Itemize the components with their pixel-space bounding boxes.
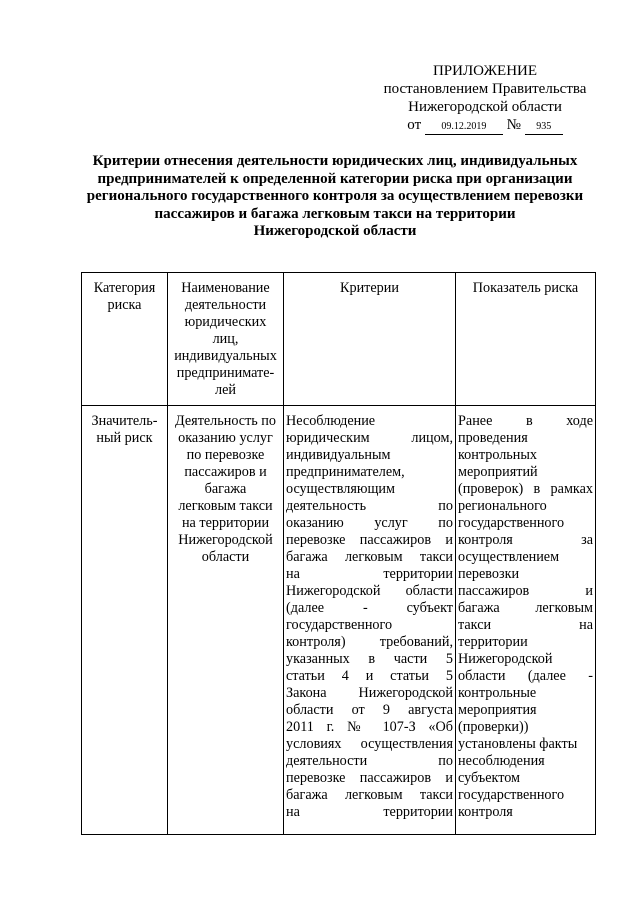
cell-text: контроля) требований,: [286, 634, 453, 650]
cell-text: на территории: [286, 566, 453, 582]
header-risk-indicator: [456, 273, 596, 406]
cell-text: Несоблюдение: [286, 413, 376, 429]
cell-text: области от 9 августа: [286, 702, 453, 718]
cell-text: ный риск: [96, 430, 153, 446]
cell-text: деятельность по: [286, 498, 453, 514]
cell-text: на территории: [286, 804, 453, 820]
cell-text: субъектом: [458, 770, 521, 786]
cell-text: (проверок) в рамках: [458, 481, 593, 497]
header-criteria: [284, 273, 456, 406]
title-line: пассажиров и багажа легковым такси на территории: [154, 205, 516, 222]
cell-text: регионального: [458, 498, 547, 514]
cell-text: предпринимателем,: [286, 464, 405, 480]
cell-text: контрольные: [458, 685, 537, 701]
cell-text: оказанию услуг по: [286, 515, 453, 531]
cell-text: контроля: [458, 804, 513, 820]
cell-text: мероприятий: [458, 464, 538, 480]
cell-risk-category: [82, 406, 168, 835]
cell-text: перевозки: [458, 566, 520, 582]
cell-text: мероприятия: [458, 702, 537, 718]
title-line: регионального государственного контроля за осуществлением перевозки: [86, 188, 584, 204]
header-text: деятельности: [184, 297, 267, 313]
cell-text: легковым такси: [178, 498, 273, 514]
cell-text: багажа легковым такси: [286, 787, 453, 803]
table-row: [82, 406, 596, 835]
cell-text: пассажиров и: [184, 464, 267, 480]
header-activity-name: [168, 273, 284, 406]
cell-text: багажа: [204, 481, 247, 497]
annex-header: [360, 62, 610, 135]
cell-text: Деятельность по: [175, 413, 276, 429]
cell-text: государственного: [458, 787, 565, 803]
cell-text: контроля за: [458, 532, 593, 548]
cell-activity: [168, 406, 284, 835]
header-text: юридических: [184, 314, 267, 330]
title-line: Нижегородской области: [253, 223, 417, 239]
cell-text: (далее - субъект: [286, 600, 453, 616]
cell-text: пассажиров и: [458, 583, 593, 599]
cell-text: контрольных: [458, 447, 538, 463]
cell-text: багажа легковым такси: [286, 549, 453, 565]
header-text: индивидуальных: [174, 348, 277, 364]
annex-date-field: [425, 118, 503, 135]
cell-text: государственного: [286, 617, 393, 633]
cell-text: (проверки)): [458, 719, 529, 735]
cell-text: перевозке пассажиров и: [286, 532, 453, 548]
cell-text: Значитель-: [91, 413, 158, 429]
title-line: Критерии отнесения деятельности юридических лиц, индивидуальных: [92, 153, 578, 169]
cell-risk-indicator: [456, 406, 596, 835]
annex-date-number-line: [360, 116, 610, 135]
header-text: предпринимате-: [176, 365, 275, 381]
cell-text: осуществляющим: [286, 481, 395, 497]
cell-text: области (далее -: [458, 668, 593, 684]
header-text: Показатель риска: [472, 280, 579, 296]
cell-text: багажа легковым: [458, 600, 593, 616]
annex-title: ПРИЛОЖЕНИЕ: [432, 63, 538, 79]
header-text: лиц,: [212, 331, 239, 347]
cell-text: несоблюдения: [458, 753, 545, 769]
cell-text: области: [201, 549, 250, 565]
document-title: [70, 153, 600, 241]
header-text: Критерии: [340, 280, 399, 296]
header-text: лей: [215, 382, 236, 398]
cell-text: Нижегородской: [458, 651, 553, 667]
cell-text: Нижегородской области: [286, 583, 453, 599]
annex-number: 935: [536, 121, 552, 132]
header-risk-category: [82, 273, 168, 406]
annex-approval-line: постановлением Правительства: [383, 81, 587, 97]
cell-text: юридическим лицом,: [286, 430, 453, 446]
cell-text: проведения: [458, 430, 528, 446]
cell-text: статьи 4 и статьи 5: [286, 668, 453, 684]
annex-number-field: [525, 118, 563, 135]
title-line: предпринимателей к определенной категории риска при организации: [97, 170, 573, 187]
cell-text: на территории: [181, 515, 270, 531]
cell-text: индивидуальным: [286, 447, 391, 463]
cell-text: государственного: [458, 515, 565, 531]
cell-text: установлены факты: [458, 736, 578, 752]
cell-text: Нижегородской: [178, 532, 273, 548]
cell-text: 2011 г. № 107-З «Об: [286, 719, 453, 735]
cell-text: территории: [458, 634, 528, 650]
risk-criteria-table: [81, 272, 596, 835]
date-prefix: от: [407, 117, 422, 133]
cell-text: такси на: [458, 617, 593, 633]
cell-text: Ранее в ходе: [458, 413, 593, 429]
header-text: риска: [107, 297, 142, 313]
cell-text: условиях осуществления: [286, 736, 453, 752]
cell-text: осуществлением: [458, 549, 560, 565]
cell-text: деятельности по: [286, 753, 453, 769]
header-text: Категория: [93, 280, 156, 296]
annex-date: 09.12.2019: [441, 121, 487, 132]
number-sign: №: [506, 117, 521, 133]
cell-text: Закона Нижегородской: [286, 685, 453, 701]
cell-criteria: [284, 406, 456, 835]
cell-text: указанных в части 5: [286, 651, 453, 667]
annex-region-line: Нижегородской области: [408, 99, 562, 115]
table-header-row: [82, 273, 596, 406]
cell-text: перевозке пассажиров и: [286, 770, 453, 786]
cell-text: оказанию услуг: [178, 430, 273, 446]
header-text: Наименование: [181, 280, 270, 296]
cell-text: по перевозке: [186, 447, 265, 463]
